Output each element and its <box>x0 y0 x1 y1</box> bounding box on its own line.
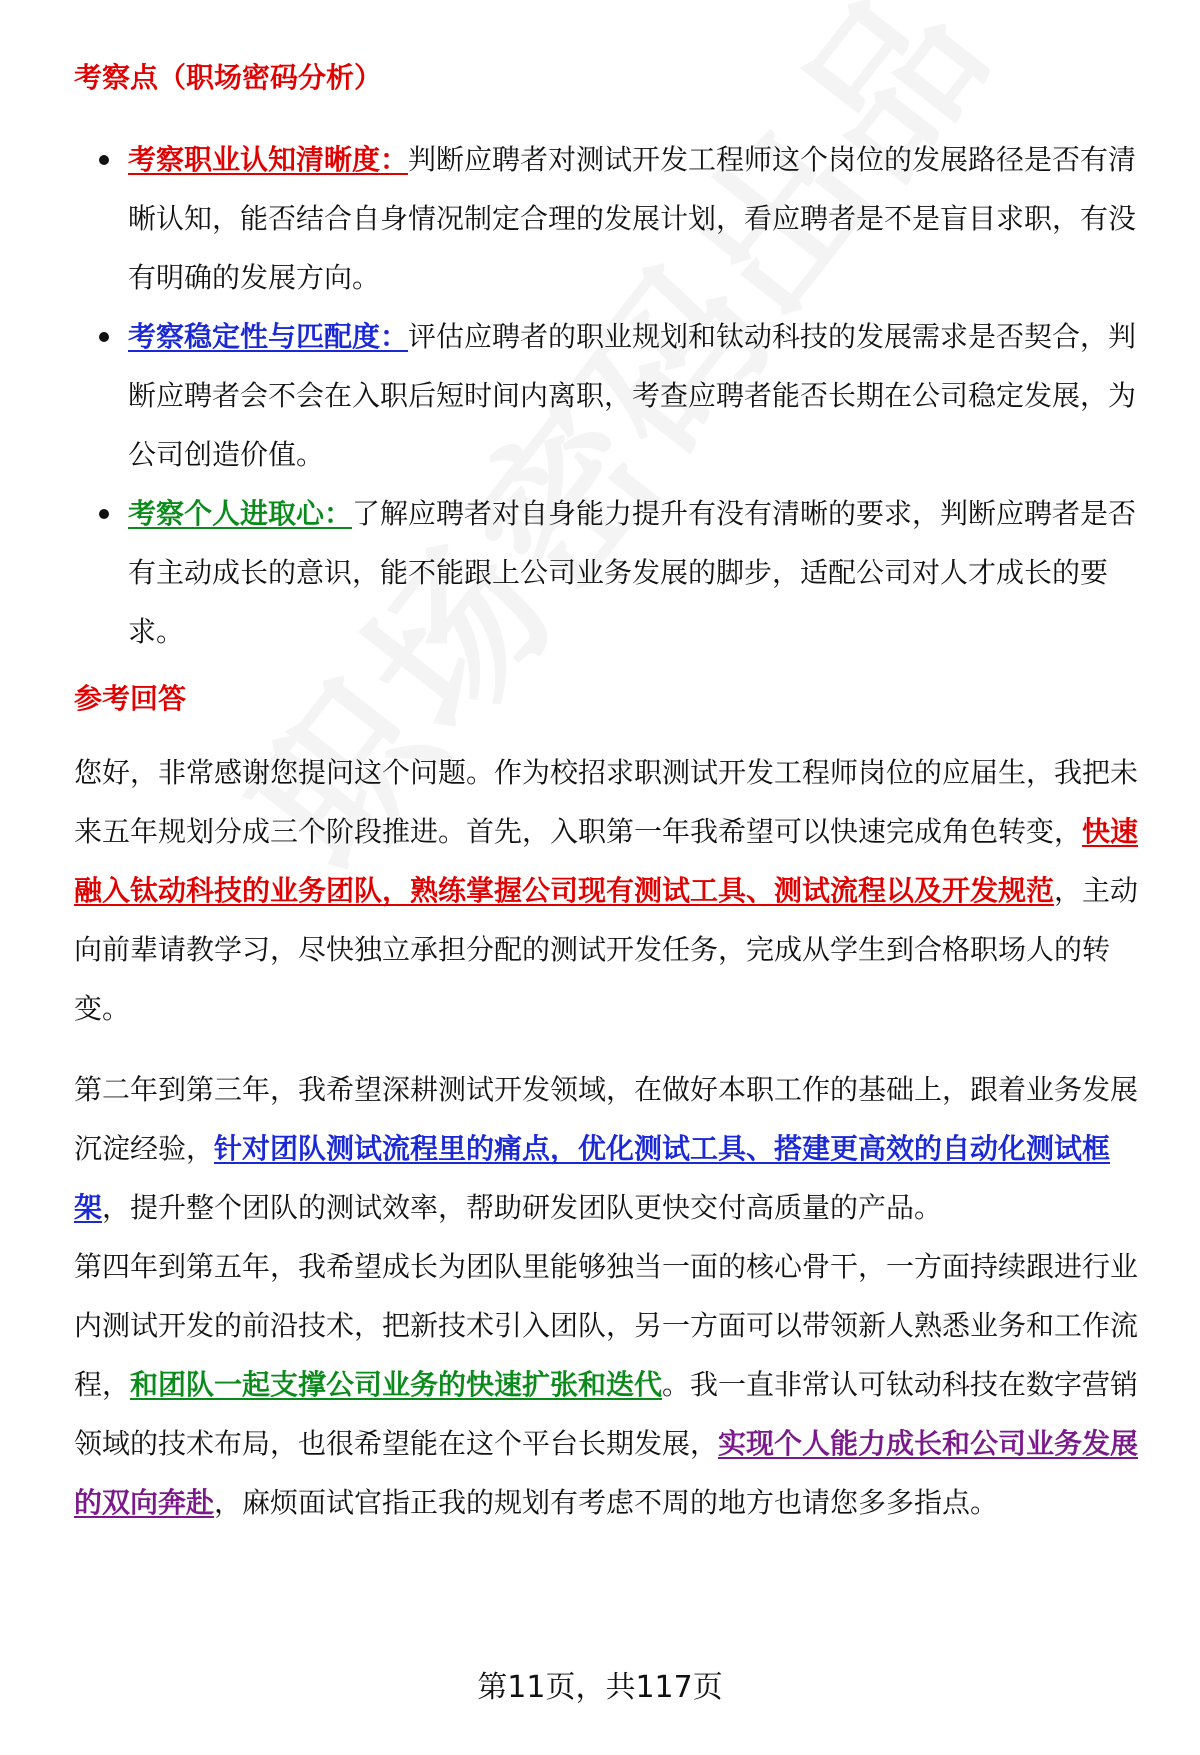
bullet-item-ambition <box>74 484 1146 661</box>
answer-text: 第二年到第三年，我希望深耕测试开发领域，在做好本职工作的基础上，跟着业务发展沉淀经验， <box>74 1073 1139 1165</box>
section-heading-reference-answer: 参考回答 <box>74 682 187 715</box>
document-page <box>74 58 1146 1532</box>
answer-text: 。我一直非常认可钛动科技在数字营销领域的技术布局，也很希望能在这个平台长期发展， <box>74 1368 1139 1460</box>
bullet-term-stability: 考察稳定性与匹配度： <box>128 320 409 353</box>
bullet-dot-icon <box>99 332 109 342</box>
bullet-term-cognition: 考察职业认知清晰度： <box>128 143 409 176</box>
answer-paragraph-year-one <box>74 743 1146 1038</box>
bullet-text-stability: 评估应聘者的职业规划和钛动科技的发展需求是否契合，判断应聘者会不会在入职后短时间内离职，考查应聘者能否长期在公司稳定发展，为公司创造价值。 <box>128 320 1137 471</box>
bullet-dot-icon <box>99 155 109 165</box>
assessment-bullet-list <box>74 130 1146 661</box>
bullet-text-cognition: 判断应聘者对测试开发工程师这个岗位的发展路径是否有清晰认知，能否结合自身情况制定合理的发展计划，看应聘者是不是盲目求职，有没有明确的发展方向。 <box>128 143 1137 294</box>
answer-paragraph-year-two-three <box>74 1060 1146 1237</box>
answer-highlight-purple: 实现个人能力成长和公司业务发展的双向奔赴 <box>74 1427 1139 1519</box>
bullet-item-cognition <box>74 130 1146 307</box>
answer-highlight-blue: 针对团队测试流程里的痛点，优化测试工具、搭建更高效的自动化测试框架 <box>74 1132 1111 1224</box>
bullet-dot-icon <box>99 509 109 519</box>
answer-paragraph-year-four-five <box>74 1237 1146 1532</box>
answer-text: 您好，非常感谢您提问这个问题。作为校招求职测试开发工程师岗位的应届生，我把未来五年规划分成三个阶段推进。首先，入职第一年我希望可以快速完成角色转变， <box>74 756 1139 848</box>
answer-text: ，主动向前辈请教学习，尽快独立承担分配的测试开发任务，完成从学生到合格职场人的转变。 <box>74 874 1139 1025</box>
page-number-footer: 第11页，共117页 <box>477 1670 723 1705</box>
section-heading-assessment: 考察点（职场密码分析） <box>74 61 383 94</box>
answer-highlight-red: 快速融入钛动科技的业务团队，熟练掌握公司现有测试工具、测试流程以及开发规范 <box>74 815 1139 907</box>
bullet-item-stability <box>74 307 1146 484</box>
answer-text: ，麻烦面试官指正我的规划有考虑不周的地方也请您多多指点。 <box>214 1486 999 1519</box>
answer-text: 第四年到第五年，我希望成长为团队里能够独当一面的核心骨干，一方面持续跟进行业内测试开发的前沿技术，把新技术引入团队，另一方面可以带领新人熟悉业务和工作流程， <box>74 1250 1139 1401</box>
answer-highlight-green: 和团队一起支撑公司业务的快速扩张和迭代 <box>130 1368 663 1401</box>
bullet-term-ambition: 考察个人进取心： <box>128 497 353 530</box>
answer-text: ，提升整个团队的测试效率，帮助研发团队更快交付高质量的产品。 <box>102 1191 943 1224</box>
bullet-text-ambition: 了解应聘者对自身能力提升有没有清晰的要求，判断应聘者是否有主动成长的意识，能不能跟上公司业务发展的脚步，适配公司对人才成长的要求。 <box>128 497 1137 648</box>
